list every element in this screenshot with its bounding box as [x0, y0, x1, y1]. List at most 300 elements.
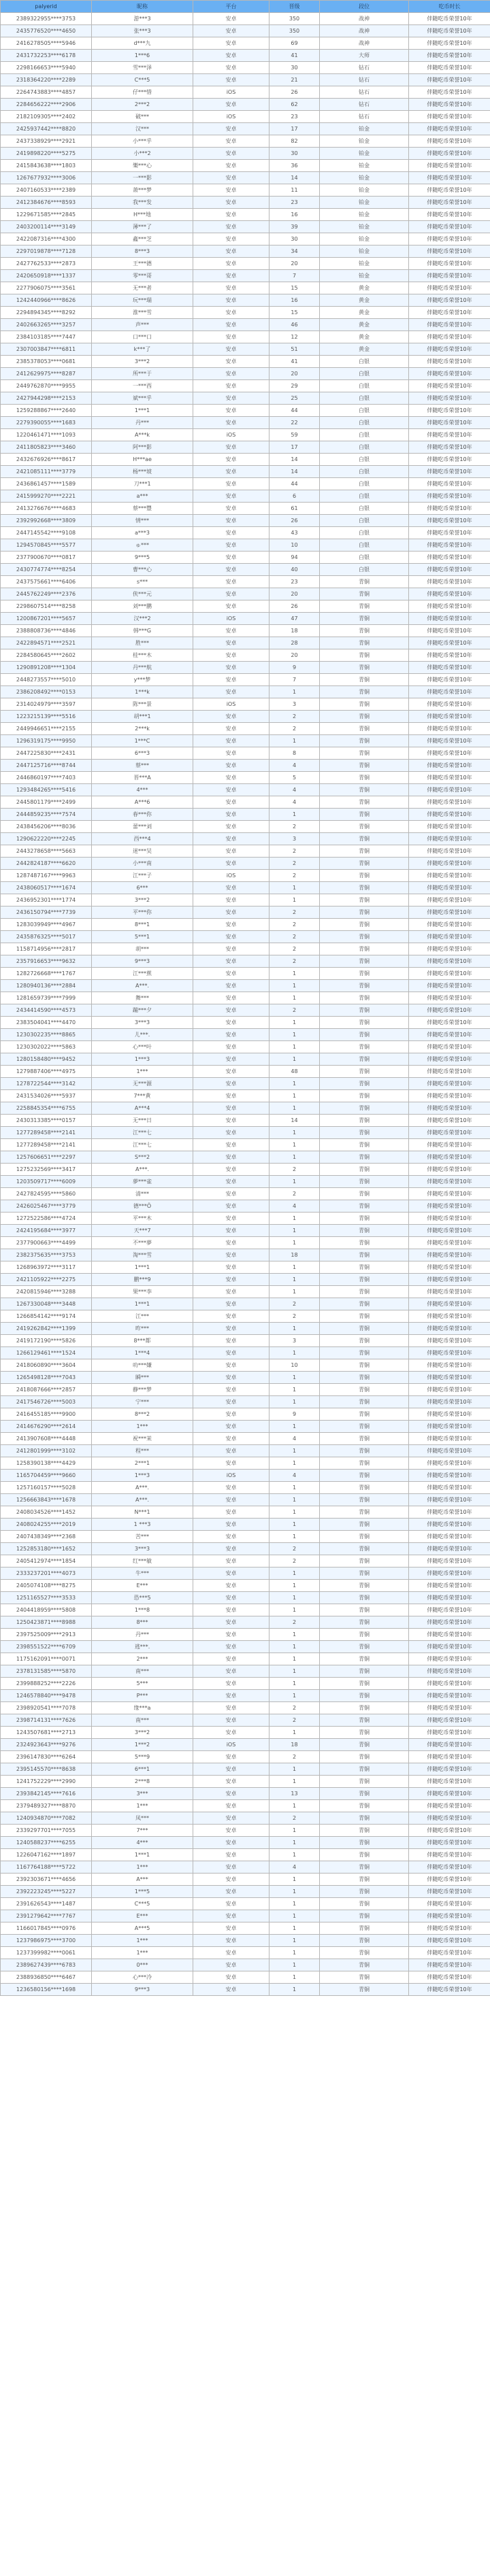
cell-rank: 白银 [320, 515, 409, 527]
cell-platform: 安卓 [193, 784, 270, 796]
cell-nickname: 平***木 [92, 1213, 193, 1225]
cell-rank: 青铜 [320, 1384, 409, 1396]
column-header-reward-duration: 吃币时长 [409, 1, 490, 13]
table-row [1, 858, 490, 870]
cell-rank: 黄金 [320, 282, 409, 294]
cell-playerid: 1287487167****9963 [1, 870, 92, 882]
cell-platform: iOS [193, 86, 270, 99]
cell-nickname: 迷***吴 [92, 845, 193, 858]
cell-reward-duration: 伴随吃币荣誉10年 [409, 980, 490, 992]
cell-reward-duration: 伴随吃币荣誉10年 [409, 760, 490, 772]
cell-platform: 安卓 [193, 772, 270, 784]
cell-rank: 青铜 [320, 1788, 409, 1800]
cell-playerid: 2422894571****2521 [1, 637, 92, 649]
cell-nickname: 晋***A [92, 772, 193, 784]
cell-reward-duration: 伴随吃币荣誉10年 [409, 1470, 490, 1482]
cell-nickname: 江*** [92, 1310, 193, 1323]
cell-platform: 安卓 [193, 37, 270, 50]
cell-reward-duration: 伴随吃币荣誉10年 [409, 1592, 490, 1604]
cell-reward-duration: 伴随吃币荣誉10年 [409, 600, 490, 613]
cell-reward-duration: 伴随吃币荣誉10年 [409, 123, 490, 135]
cell-nickname: 1 ***3 [92, 1519, 193, 1531]
table-row [1, 1604, 490, 1616]
cell-rank: 青铜 [320, 1739, 409, 1751]
cell-promotion: 2 [270, 1310, 320, 1323]
cell-rank: 青铜 [320, 1543, 409, 1555]
cell-promotion: 1 [270, 1445, 320, 1457]
table-row [1, 1176, 490, 1188]
cell-promotion: 1 [270, 1482, 320, 1494]
table-row [1, 184, 490, 197]
cell-rank: 铂金 [320, 245, 409, 258]
cell-nickname: 1***2 [92, 1739, 193, 1751]
cell-playerid: 1237986975****3700 [1, 1935, 92, 1947]
cell-promotion: 23 [270, 197, 320, 209]
cell-platform: 安卓 [193, 123, 270, 135]
cell-promotion: 4 [270, 1470, 320, 1482]
table-row [1, 1482, 490, 1494]
cell-rank: 钻石 [320, 74, 409, 86]
cell-nickname: 蹦***夕 [92, 1004, 193, 1017]
cell-playerid: 1243507681****2713 [1, 1727, 92, 1739]
cell-promotion: 1 [270, 735, 320, 747]
cell-platform: 安卓 [193, 270, 270, 282]
cell-reward-duration: 伴随吃币荣誉10年 [409, 1200, 490, 1213]
cell-nickname: 叻***嫌 [92, 1359, 193, 1372]
cell-platform: 安卓 [193, 490, 270, 503]
cell-reward-duration: 伴随吃币荣誉10年 [409, 1213, 490, 1225]
cell-promotion: 23 [270, 576, 320, 588]
table-row [1, 1849, 490, 1861]
cell-platform: 安卓 [193, 943, 270, 955]
cell-nickname: 3***3 [92, 1017, 193, 1029]
cell-reward-duration: 伴随吃币荣誉10年 [409, 1910, 490, 1922]
cell-nickname: A***4 [92, 1102, 193, 1115]
cell-nickname: 1***8 [92, 1604, 193, 1616]
cell-reward-duration: 伴随吃币荣誉10年 [409, 539, 490, 552]
table-row [1, 1580, 490, 1592]
table-row [1, 135, 490, 148]
table-body [1, 13, 490, 1996]
cell-platform: iOS [193, 1739, 270, 1751]
cell-nickname: 果***李 [92, 1286, 193, 1298]
cell-nickname: 韩***G [92, 625, 193, 637]
cell-rank: 铂金 [320, 221, 409, 233]
cell-promotion: 13 [270, 1788, 320, 1800]
cell-playerid: 2378131585****5870 [1, 1665, 92, 1678]
cell-platform: 安卓 [193, 564, 270, 576]
cell-rank: 青铜 [320, 637, 409, 649]
cell-reward-duration: 伴随吃币荣誉10年 [409, 1433, 490, 1445]
cell-reward-duration: 伴随吃币荣誉10年 [409, 1861, 490, 1874]
cell-reward-duration: 伴随吃币荣誉10年 [409, 1531, 490, 1543]
cell-reward-duration: 伴随吃币荣誉10年 [409, 209, 490, 221]
cell-playerid: 1167764188****5722 [1, 1861, 92, 1874]
cell-promotion: 1 [270, 1629, 320, 1641]
cell-reward-duration: 伴随吃币荣誉10年 [409, 221, 490, 233]
cell-platform: 安卓 [193, 1127, 270, 1139]
cell-promotion: 1 [270, 1237, 320, 1249]
cell-reward-duration: 伴随吃币荣誉10年 [409, 1874, 490, 1886]
cell-playerid: 2182109305****2402 [1, 111, 92, 123]
cell-platform: 安卓 [193, 1445, 270, 1457]
cell-playerid: 2297019878****7128 [1, 245, 92, 258]
cell-rank: 大师 [320, 50, 409, 62]
table-row [1, 1922, 490, 1935]
cell-rank: 铂金 [320, 123, 409, 135]
cell-nickname: A*** [92, 1874, 193, 1886]
cell-rank: 铂金 [320, 135, 409, 148]
cell-playerid: 1277289458****2141 [1, 1139, 92, 1151]
cell-reward-duration: 伴随吃币荣誉10年 [409, 319, 490, 331]
cell-rank: 青铜 [320, 1457, 409, 1470]
cell-rank: 青铜 [320, 1470, 409, 1482]
cell-reward-duration: 伴随吃币荣誉10年 [409, 1408, 490, 1421]
cell-rank: 黄金 [320, 331, 409, 343]
cell-platform: 安卓 [193, 760, 270, 772]
cell-platform: 安卓 [193, 1653, 270, 1665]
table-row [1, 1592, 490, 1604]
cell-platform: 安卓 [193, 1188, 270, 1200]
cell-playerid: 2408034526****1452 [1, 1506, 92, 1519]
cell-rank: 青铜 [320, 1886, 409, 1898]
cell-rank: 青铜 [320, 1555, 409, 1567]
cell-platform: 安卓 [193, 343, 270, 356]
cell-promotion: 39 [270, 221, 320, 233]
table-row [1, 307, 490, 319]
cell-playerid: 2382375635****3753 [1, 1249, 92, 1261]
cell-reward-duration: 伴随吃币荣誉10年 [409, 1727, 490, 1739]
cell-platform: 安卓 [193, 454, 270, 466]
table-row [1, 1408, 490, 1421]
table-row [1, 331, 490, 343]
cell-rank: 青铜 [320, 1127, 409, 1139]
cell-promotion: 1 [270, 1225, 320, 1237]
cell-rank: 青铜 [320, 760, 409, 772]
table-row [1, 1727, 490, 1739]
cell-promotion: 20 [270, 368, 320, 380]
table-row [1, 1347, 490, 1359]
cell-playerid: 2437575661****6406 [1, 576, 92, 588]
cell-nickname: 逃***. [92, 1641, 193, 1653]
cell-nickname: 昨*** [92, 1323, 193, 1335]
cell-playerid: 1223215139****5516 [1, 711, 92, 723]
cell-promotion: 2 [270, 1298, 320, 1310]
cell-rank: 青铜 [320, 1751, 409, 1763]
cell-playerid: 2307003847****6811 [1, 343, 92, 356]
cell-rank: 青铜 [320, 686, 409, 698]
cell-playerid: 2284656222****2906 [1, 99, 92, 111]
cell-platform: 安卓 [193, 160, 270, 172]
cell-platform: 安卓 [193, 1102, 270, 1115]
cell-platform: 安卓 [193, 1457, 270, 1470]
cell-playerid: 2399888252****2226 [1, 1678, 92, 1690]
cell-rank: 青铜 [320, 1702, 409, 1714]
cell-reward-duration: 伴随吃币荣誉10年 [409, 160, 490, 172]
cell-reward-duration: 伴随吃币荣誉10年 [409, 294, 490, 307]
cell-rank: 青铜 [320, 1984, 409, 1996]
cell-reward-duration: 伴随吃币荣誉10年 [409, 441, 490, 454]
cell-platform: 安卓 [193, 1200, 270, 1213]
cell-playerid: 2412384676****8593 [1, 197, 92, 209]
table-row [1, 1139, 490, 1151]
cell-reward-duration: 伴随吃币荣誉10年 [409, 1090, 490, 1102]
cell-reward-duration: 伴随吃币荣誉10年 [409, 919, 490, 931]
cell-rank: 战神 [320, 13, 409, 25]
cell-nickname: 胡***1 [92, 711, 193, 723]
cell-reward-duration: 伴随吃币荣誉10年 [409, 796, 490, 809]
cell-rank: 青铜 [320, 955, 409, 968]
cell-playerid: 1293484265****5416 [1, 784, 92, 796]
cell-rank: 青铜 [320, 931, 409, 943]
cell-playerid: 1265498128****7043 [1, 1372, 92, 1384]
cell-platform: 安卓 [193, 1066, 270, 1078]
table-row [1, 1947, 490, 1959]
cell-promotion: 2 [270, 821, 320, 833]
cell-promotion: 1 [270, 980, 320, 992]
cell-playerid: 2298166653****5940 [1, 62, 92, 74]
cell-playerid: 1240588237****6255 [1, 1837, 92, 1849]
cell-platform: 安卓 [193, 331, 270, 343]
cell-nickname: 2***2 [92, 99, 193, 111]
cell-nickname: 8***3 [92, 245, 193, 258]
cell-nickname: 夢***雀 [92, 1176, 193, 1188]
cell-nickname: 张***3 [92, 25, 193, 37]
cell-rank: 白银 [320, 539, 409, 552]
cell-platform: 安卓 [193, 172, 270, 184]
table-row [1, 1213, 490, 1225]
table-row [1, 454, 490, 466]
cell-reward-duration: 伴随吃币荣誉10年 [409, 1372, 490, 1384]
cell-nickname: 我***发 [92, 197, 193, 209]
cell-playerid: 1257606651****2297 [1, 1151, 92, 1164]
cell-nickname: C***5 [92, 74, 193, 86]
cell-playerid: 2412629975****8287 [1, 368, 92, 380]
table-row [1, 258, 490, 270]
cell-promotion: 2 [270, 870, 320, 882]
table-row [1, 1261, 490, 1274]
cell-rank: 青铜 [320, 858, 409, 870]
cell-playerid: 2392303671****4656 [1, 1874, 92, 1886]
cell-playerid: 2416455185****9900 [1, 1408, 92, 1421]
table-row [1, 160, 490, 172]
table-row [1, 392, 490, 405]
cell-playerid: 1267677932****3006 [1, 172, 92, 184]
cell-rank: 青铜 [320, 1237, 409, 1249]
cell-playerid: 2445762249****2376 [1, 588, 92, 600]
table-row [1, 1714, 490, 1727]
cell-rank: 青铜 [320, 698, 409, 711]
cell-nickname: H***地 [92, 209, 193, 221]
cell-rank: 青铜 [320, 809, 409, 821]
table-row [1, 1445, 490, 1457]
cell-platform: 安卓 [193, 1531, 270, 1543]
cell-promotion: 1 [270, 1372, 320, 1384]
cell-nickname: 一***影 [92, 172, 193, 184]
cell-playerid: 2438456206****8036 [1, 821, 92, 833]
table-row [1, 1506, 490, 1519]
cell-promotion: 1 [270, 809, 320, 821]
cell-reward-duration: 伴随吃币荣誉10年 [409, 1249, 490, 1261]
cell-playerid: 2318364220****2289 [1, 74, 92, 86]
cell-nickname: 1***5 [92, 1886, 193, 1898]
cell-promotion: 59 [270, 429, 320, 441]
cell-reward-duration: 伴随吃币荣誉10年 [409, 649, 490, 662]
cell-rank: 青铜 [320, 649, 409, 662]
table-row [1, 1494, 490, 1506]
table-row [1, 1115, 490, 1127]
cell-reward-duration: 伴随吃币荣誉10年 [409, 1115, 490, 1127]
cell-promotion: 1 [270, 1653, 320, 1665]
cell-rank: 青铜 [320, 1372, 409, 1384]
cell-platform: iOS [193, 613, 270, 625]
cell-nickname: 心***叶 [92, 1041, 193, 1053]
cell-nickname: 王***德 [92, 258, 193, 270]
column-header-platform: 平台 [193, 1, 270, 13]
cell-platform: 安卓 [193, 294, 270, 307]
table-row [1, 564, 490, 576]
cell-rank: 青铜 [320, 625, 409, 637]
cell-platform: 安卓 [193, 135, 270, 148]
cell-promotion: 15 [270, 282, 320, 294]
table-row [1, 662, 490, 674]
cell-platform: 安卓 [193, 1274, 270, 1286]
cell-playerid: 2314024979****3597 [1, 698, 92, 711]
cell-promotion: 1 [270, 1261, 320, 1274]
cell-promotion: 1 [270, 1886, 320, 1898]
cell-promotion: 14 [270, 172, 320, 184]
cell-nickname: 8***1 [92, 919, 193, 931]
cell-promotion: 350 [270, 25, 320, 37]
cell-platform: 安卓 [193, 1690, 270, 1702]
column-header-nickname: 昵称 [92, 1, 193, 13]
cell-playerid: 2434414590****4573 [1, 1004, 92, 1017]
table-row [1, 870, 490, 882]
table-row [1, 723, 490, 735]
cell-rank: 青铜 [320, 772, 409, 784]
table-row [1, 747, 490, 760]
cell-reward-duration: 伴随吃币荣誉10年 [409, 698, 490, 711]
cell-reward-duration: 伴随吃币荣誉10年 [409, 1004, 490, 1017]
cell-nickname: 玩***瑞 [92, 294, 193, 307]
table-row [1, 1751, 490, 1763]
cell-nickname: 恐***5 [92, 1592, 193, 1604]
cell-playerid: 2421085111****3779 [1, 466, 92, 478]
cell-rank: 青铜 [320, 1567, 409, 1580]
cell-playerid: 2395145570****8638 [1, 1763, 92, 1776]
cell-playerid: 2422087316****4300 [1, 233, 92, 245]
cell-platform: 安卓 [193, 197, 270, 209]
cell-rank: 钻石 [320, 99, 409, 111]
table-row [1, 674, 490, 686]
cell-nickname: 淘***雪 [92, 1249, 193, 1261]
cell-reward-duration: 伴随吃币荣誉10年 [409, 992, 490, 1004]
cell-promotion: 21 [270, 74, 320, 86]
cell-playerid: 1230302022****5863 [1, 1041, 92, 1053]
cell-platform: 安卓 [193, 1494, 270, 1506]
cell-nickname: E*** [92, 1910, 193, 1922]
cell-platform: 安卓 [193, 1861, 270, 1874]
cell-reward-duration: 伴随吃币荣誉10年 [409, 1029, 490, 1041]
cell-platform: 安卓 [193, 417, 270, 429]
cell-playerid: 2436150794****7739 [1, 906, 92, 919]
cell-reward-duration: 伴随吃币荣誉10年 [409, 1482, 490, 1494]
table-row [1, 711, 490, 723]
cell-promotion: 47 [270, 613, 320, 625]
table-row [1, 833, 490, 845]
cell-playerid: 1257160157****5028 [1, 1482, 92, 1494]
cell-nickname: 8***2 [92, 1408, 193, 1421]
cell-reward-duration: 伴随吃币荣誉10年 [409, 1176, 490, 1188]
cell-rank: 青铜 [320, 1800, 409, 1812]
cell-playerid: 2391279642****7767 [1, 1910, 92, 1922]
cell-playerid: 1158714956****2817 [1, 943, 92, 955]
cell-promotion: 6 [270, 490, 320, 503]
cell-promotion: 1 [270, 1665, 320, 1678]
cell-platform: 安卓 [193, 1078, 270, 1090]
cell-reward-duration: 伴随吃币荣誉10年 [409, 1445, 490, 1457]
cell-promotion: 5 [270, 772, 320, 784]
cell-platform: 安卓 [193, 25, 270, 37]
table-row [1, 1653, 490, 1665]
table-row [1, 270, 490, 282]
cell-platform: 安卓 [193, 1164, 270, 1176]
table-row [1, 1641, 490, 1653]
cell-promotion: 1 [270, 1421, 320, 1433]
cell-platform: 安卓 [193, 1592, 270, 1604]
cell-promotion: 1 [270, 1531, 320, 1543]
table-row [1, 637, 490, 649]
cell-reward-duration: 伴随吃币荣誉10年 [409, 1237, 490, 1249]
cell-platform: 安卓 [193, 796, 270, 809]
table-row [1, 1090, 490, 1102]
cell-promotion: 28 [270, 637, 320, 649]
cell-promotion: 7 [270, 270, 320, 282]
cell-platform: 安卓 [193, 1812, 270, 1825]
cell-rank: 青铜 [320, 1837, 409, 1849]
cell-playerid: 2339297701****7055 [1, 1825, 92, 1837]
cell-reward-duration: 伴随吃币荣誉10年 [409, 1629, 490, 1641]
cell-rank: 青铜 [320, 1090, 409, 1102]
cell-platform: 安卓 [193, 1213, 270, 1225]
cell-rank: 青铜 [320, 1947, 409, 1959]
cell-nickname: 0*** [92, 1959, 193, 1971]
table-row [1, 943, 490, 955]
table-row [1, 1629, 490, 1641]
cell-reward-duration: 伴随吃币荣誉10年 [409, 1984, 490, 1996]
cell-reward-duration: 伴随吃币荣誉10年 [409, 86, 490, 99]
cell-platform: 安卓 [193, 1641, 270, 1653]
cell-reward-duration: 伴随吃币荣誉10年 [409, 1543, 490, 1555]
cell-platform: 安卓 [193, 1310, 270, 1323]
cell-promotion: 4 [270, 784, 320, 796]
cell-nickname: 丹***航 [92, 662, 193, 674]
cell-platform: 安卓 [193, 919, 270, 931]
cell-playerid: 2357916653****9632 [1, 955, 92, 968]
cell-rank: 青铜 [320, 613, 409, 625]
cell-nickname: 4*** [92, 1837, 193, 1849]
cell-playerid: 2442824187****6620 [1, 858, 92, 870]
cell-promotion: 1 [270, 1641, 320, 1653]
cell-promotion: 15 [270, 307, 320, 319]
cell-rank: 青铜 [320, 1959, 409, 1971]
cell-promotion: 1 [270, 1457, 320, 1470]
cell-playerid: 2377900670****0817 [1, 552, 92, 564]
cell-nickname: 2***k [92, 723, 193, 735]
cell-playerid: 1268963972****3117 [1, 1261, 92, 1274]
cell-playerid: 1259288867****2640 [1, 405, 92, 417]
cell-promotion: 350 [270, 13, 320, 25]
